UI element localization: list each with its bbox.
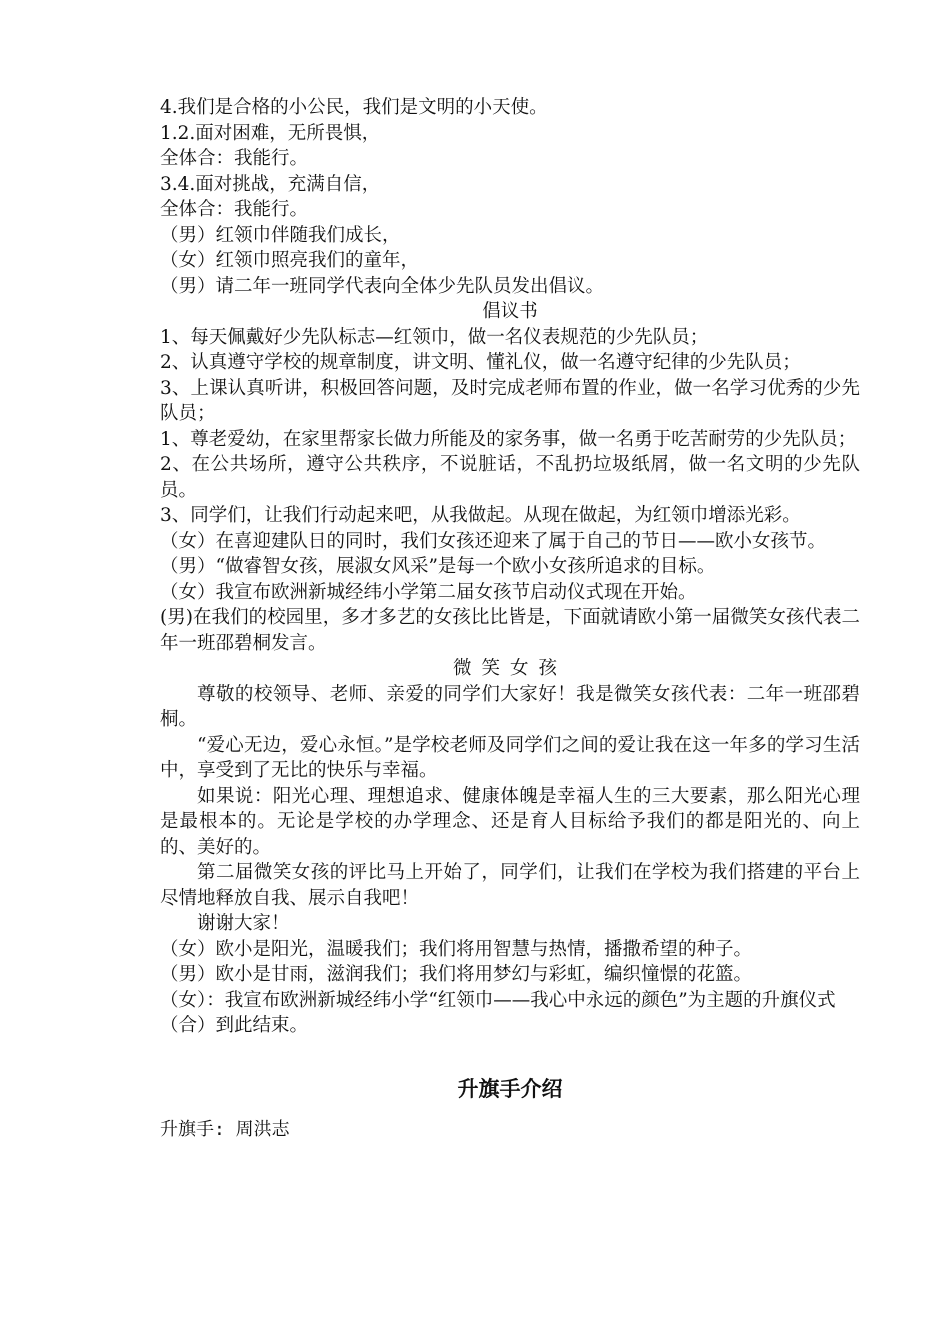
section-title: 升旗手介绍: [457, 1076, 563, 1101]
text-line: 1.2.面对困难，无所畏惧，: [160, 122, 381, 144]
speech-title: 微笑女孩: [452, 658, 567, 679]
closing-paragraph: （女）欧小是阳光，温暖我们；我们将用智慧与热情，播撒希望的种子。: [160, 938, 753, 960]
closing-paragraph: （男）欧小是甘雨，滋润我们；我们将用梦幻与彩虹，编织憧憬的花篮。: [160, 964, 753, 985]
text-line: （男）请二年一班同学代表向全体少先队员发出倡议。: [160, 275, 605, 297]
speech-paragraph: 第二届微笑女孩的评比马上开始了，同学们，让我们在学校为我们搭建的平台上尽情地释放自我、展示自我吧！: [160, 862, 860, 909]
proposal-item: 3、上课认真听讲，积极回答问题，及时完成老师布置的作业，做一名学习优秀的少先队员；: [160, 377, 860, 424]
dialogue-paragraph: （女）我宣布欧洲新城经纬小学第二届女孩节启动仪式现在开始。: [160, 581, 697, 603]
text-line: （女）红领巾照亮我们的童年，: [160, 250, 420, 271]
proposal-item: 3、同学们，让我们行动起来吧，从我做起。从现在做起，为红领巾增添光彩。: [160, 505, 801, 526]
speech-paragraph: 尊敬的校领导、老师、亲爱的同学们大家好！我是微笑女孩代表：二年一班邵碧桐。: [160, 683, 860, 730]
speech-paragraph: 谢谢大家！: [197, 913, 290, 934]
proposal-item: 1、每天佩戴好少先队标志—红领巾，做一名仪表规范的少先队员；: [160, 326, 709, 348]
text-line: 3.4.面对挑战，充满自信，: [160, 173, 381, 195]
text-line: （男）红领巾伴随我们成长，: [160, 224, 401, 246]
document-page: [160, 95, 860, 1142]
closing-paragraph: （合）到此结束。: [160, 1015, 309, 1036]
text-line: 全体合：我能行。: [160, 199, 309, 220]
speech-paragraph: “爱心无边，爱心永恒。”是学校老师及同学们之间的爱让我在这一年多的学习生活中，享受到了无比的快乐与幸福。: [160, 734, 860, 781]
text-line: 全体合：我能行。: [160, 148, 309, 169]
speech-paragraph: 如果说：阳光心理、理想追求、健康体魄是幸福人生的三大要素，那么阳光心理是最根本的。无论是学校的办学理念、还是育人目标给予我们的都是阳光的、向上的、美好的。: [160, 785, 860, 858]
dialogue-paragraph: (男)在我们的校园里，多才多艺的女孩比比皆是，下面就请欧小第一届微笑女孩代表二年一班邵碧桐发言。: [160, 607, 860, 654]
proposal-item: 2、认真遵守学校的规章制度，讲文明、懂礼仪，做一名遵守纪律的少先队员；: [160, 352, 801, 373]
text-line: 4.我们是合格的小公民，我们是文明的小天使。: [160, 97, 548, 118]
proposal-title: 倡议书: [482, 301, 538, 322]
proposal-item: 1、尊老爱幼，在家里帮家长做力所能及的家务事，做一名勇于吃苦耐劳的少先队员；: [160, 428, 857, 450]
dialogue-paragraph: （男）“做睿智女孩，展淑女风采”是每一个欧小女孩所追求的目标。: [160, 556, 716, 577]
closing-paragraph: （女）：我宣布欧洲新城经纬小学“红领巾——我心中永远的颜色”为主题的升旗仪式: [160, 989, 836, 1011]
flag-bearer-line: 升旗手: 周洪志: [160, 1118, 290, 1140]
proposal-item: 2、在公共场所，遵守公共秩序，不说脏话，不乱扔垃圾纸屑，做一名文明的少先队员。: [160, 454, 860, 501]
dialogue-paragraph: （女）在喜迎建队日的同时，我们女孩还迎来了属于自己的节日——欧小女孩节。: [160, 530, 827, 552]
